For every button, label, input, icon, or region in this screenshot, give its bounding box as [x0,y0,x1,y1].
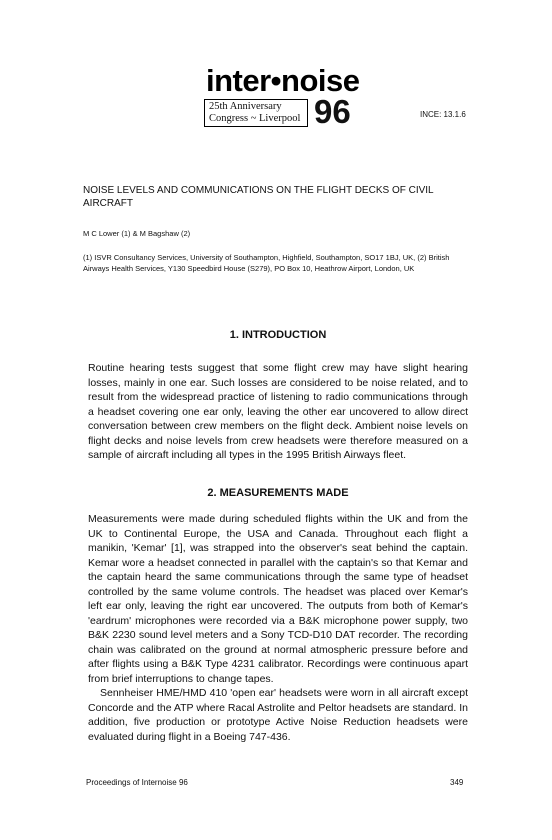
paper-title: NOISE LEVELS AND COMMUNICATIONS ON THE FLIGHT DECKS OF CIVIL AIRCRAFT [83,185,434,209]
paragraph: Routine hearing tests suggest that some flight crew may have slight hearing losses, mainly in one ear. Such losses are considered to be noise related, and to result from the widespread practice of listening to radio communications through a headset covering one ear only, leaving the other ear uncovered to allow direct conversation between crew members on the flight deck. Ambient noise levels on flight decks and noise levels from crew headsets were therefore measured on a sample of aircraft including all types in the 1995 British Airways fleet. [88,362,468,461]
logo-wordmark: inter•noise [206,63,360,98]
logo-line-2: Congress ~ Liverpool [209,113,301,124]
paragraph: Sennheiser HME/HMD 410 'open ear' headsets were worn in all aircraft except Concorde and the ATP where Racal Astrolite and Peltor headsets are standard. In addition, five production or prototype Active Noise Reduction headsets were evaluated during flight in a Boeing 747-436. [88,687,468,743]
conference-logo [202,64,362,134]
paper-reference-code: INCE: 13.1.6 [420,110,466,119]
paper-authors: M C Lower (1) & M Bagshaw (2) [83,229,191,238]
logo-year: 96 [314,93,351,130]
paper-affiliations: (1) ISVR Consultancy Services, University of Southampton, Highfield, Southampton, SO17 1BJ, UK, (2) British Airways Health Services, Y130 Speedbird House (S279), PO Box 10, Heathrow Airport, London, UK [83,253,450,273]
section-heading-measurements: 2. MEASUREMENTS MADE [207,487,349,499]
section-body-introduction [88,361,468,463]
section-body-measurements [88,512,468,744]
section-heading-introduction: 1. INTRODUCTION [229,329,327,341]
logo-anniversary-box [204,99,308,127]
page-number: 349 [450,778,464,787]
paragraph: Measurements were made during scheduled flights within the UK and from the UK to Continental Europe, the USA and Canada. Throughout each flight a manikin, 'Kemar' [1], was strapped into the observer's seat behind the captain. Kemar wore a headset connected in parallel with the captain's so that Kemar and the captain heard the same communications through the same type of headset controlled by the same volume controls. The headset was placed over Kemar's left ear only, leaving the right ear uncovered. The outputs from both of Kemar's 'eardrum' microphones were recorded via a B&K microphone power supply, two B&K 2230 sound level meters and a Sony TCD-D10 DAT recorder. The recording chain was calibrated on the ground at normal atmospheric pressure before and after flights using a B&K Type 4231 calibrator. Recordings were continuous apart from brief interruptions to change tapes. [88,513,468,685]
footer-proceedings: Proceedings of Internoise 96 [86,778,188,787]
logo-line-1: 25th Anniversary [209,101,282,112]
